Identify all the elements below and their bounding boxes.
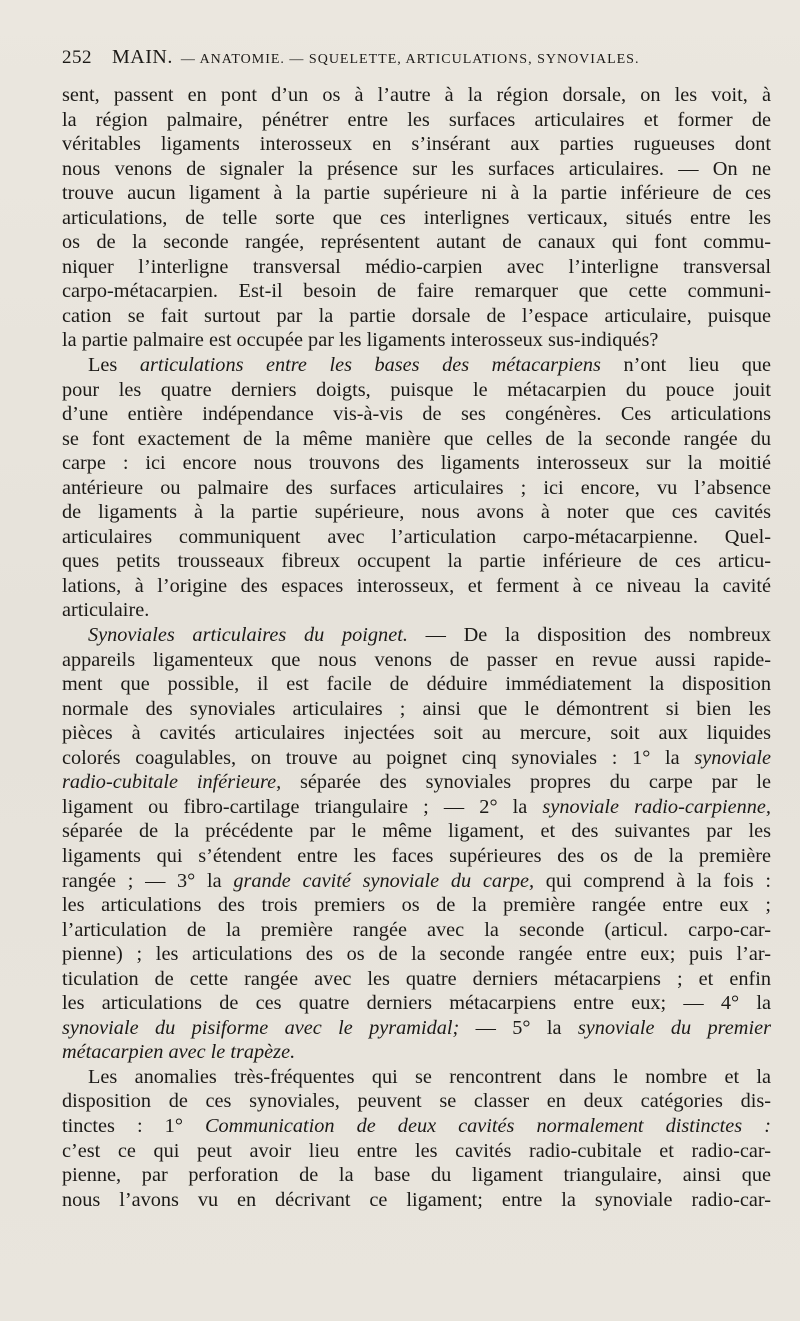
text-span: tinctes : 1° — [62, 1114, 205, 1137]
italic-text: Communication de deux cavités normalement distinctes : — [204, 1114, 771, 1137]
text-span: d’une entière indépendance vis-à-vis de ses congénères. Ces articulations — [62, 403, 771, 426]
text-span: niquer l’interligne transversal médio-carpien avec l’interligne transversal — [62, 255, 771, 278]
text-line — [62, 1114, 771, 1139]
text-line — [62, 402, 771, 427]
text-span: — 5° la — [459, 1016, 578, 1039]
text-line — [62, 279, 771, 304]
text-line — [62, 525, 771, 550]
running-head — [62, 46, 770, 69]
text-line — [62, 795, 771, 820]
text-span: lations, à l’origine des espaces interosseux, et ferment à ce niveau la cavité — [62, 574, 771, 597]
text-line — [62, 451, 771, 476]
text-span: la région palmaire, pénétrer entre les surfaces articulaires et former de — [62, 108, 771, 131]
text-line — [62, 108, 771, 133]
text-span: ment que possible, il est facile de déduire immédiatement la disposition — [62, 673, 771, 696]
italic-text: synoviale — [694, 746, 771, 769]
text-span: de ligaments à la partie supérieure, nous avons à noter que ces cavités — [62, 501, 771, 524]
text-span: ligaments qui s’étendent entre les faces supérieures des os de la première — [62, 844, 771, 867]
text-line — [62, 672, 771, 697]
text-span: Les — [88, 354, 140, 377]
text-line — [62, 1188, 771, 1213]
text-line — [62, 1163, 771, 1188]
text-span: pienne, par perforation de la base du ligament triangulaire, ainsi que — [62, 1164, 771, 1187]
text-span: n’ont lieu que — [600, 354, 771, 377]
text-span: nous l’avons vu en décrivant ce ligament; entre la synoviale radio-car- — [62, 1188, 771, 1211]
text-span: antérieure ou palmaire des surfaces articulaires ; ici encore, vu l’absence — [62, 476, 771, 499]
text-span: articulaires communiquent avec l’articulation carpo-métacarpienne. Quel- — [62, 525, 771, 548]
text-span: carpo-métacarpien. Est-il besoin de faire remarquer que cette communi- — [62, 280, 771, 303]
text-line — [62, 598, 771, 623]
text-span: sent, passent en pont d’un os à l’autre à la région dorsale, on les voit, à — [62, 84, 771, 106]
running-subtitle: — ANATOMIE. — SQUELETTE, ARTICULATIONS, SYNOVIALES. — [180, 52, 640, 67]
text-span: disposition de ces synoviales, peuvent se classer en deux catégories dis- — [62, 1090, 771, 1113]
text-line — [62, 574, 771, 599]
text-span: colorés coagulables, on trouve au poignet cinq synoviales : 1° la — [62, 746, 695, 769]
text-span: la partie palmaire est occupée par les ligaments interosseux sus-indiqués? — [62, 329, 659, 352]
text-span: ques petits trousseaux fibreux occupent la partie inférieure de ces articu- — [62, 550, 771, 573]
text-line — [62, 1139, 771, 1164]
text-span: les articulations des trois premiers os de la première rangée entre eux ; — [62, 894, 771, 917]
running-title: MAIN. — [112, 46, 173, 68]
text-span: qui comprend à la fois : — [534, 869, 771, 892]
text-line — [62, 230, 771, 255]
italic-text: métacarpien avec le trapèze. — [62, 1041, 296, 1064]
text-line — [62, 819, 771, 844]
text-span: séparée des synoviales propres du carpe par le — [281, 771, 771, 794]
text-span: séparée de la précédente par le même ligament, et des suivantes par les — [62, 820, 771, 843]
text-span: véritables ligaments interosseux en s’insérant aux parties rugueuses dont — [62, 133, 771, 156]
text-line — [62, 1089, 771, 1114]
text-line — [62, 623, 771, 648]
text-line — [62, 378, 771, 403]
text-line — [62, 157, 771, 182]
italic-text: synoviale radio-carpienne, — [542, 795, 771, 818]
text-line — [62, 942, 771, 967]
text-line — [62, 746, 771, 771]
text-span: carpe : ici encore nous trouvons des ligaments interosseux sur la moitié — [62, 452, 771, 475]
text-line — [62, 255, 771, 280]
text-line — [62, 328, 771, 353]
text-line — [62, 918, 771, 943]
text-line — [62, 83, 771, 108]
text-span: les articulations de ces quatre derniers métacarpiens entre eux; — 4° la — [62, 992, 771, 1015]
italic-text: grande cavité synoviale du carpe, — [233, 869, 535, 892]
text-span: normale des synoviales articulaires ; ainsi que le démontrent si bien les — [62, 697, 771, 720]
text-line — [62, 648, 771, 673]
italic-text: radio-cubitale inférieure, — [62, 771, 282, 794]
text-span: rangée ; — 3° la — [62, 869, 234, 892]
italic-text: synoviale du premier — [577, 1016, 771, 1039]
text-span: pour les quatre derniers doigts, puisque le métacarpien du pouce jouit — [62, 378, 771, 401]
text-line — [62, 893, 771, 918]
text-span: trouve aucun ligament à la partie supérieure ni à la partie inférieure de ces — [62, 182, 771, 205]
text-span: pièces à cavités articulaires injectées soit au mercure, soit aux liquides — [62, 722, 771, 745]
text-span: c’est ce qui peut avoir lieu entre les cavités radio-cubitale et radio-car- — [62, 1139, 771, 1162]
text-line — [62, 770, 771, 795]
text-line — [62, 1065, 771, 1090]
page-number: 252 — [62, 47, 92, 68]
text-line — [62, 991, 771, 1016]
text-line — [62, 869, 771, 894]
text-line — [62, 181, 771, 206]
text-line — [62, 353, 771, 378]
text-span: l’articulation de la première rangée avec la seconde (articul. carpo-car- — [62, 918, 771, 941]
text-line — [62, 844, 771, 869]
body-text — [62, 83, 771, 1212]
text-line — [62, 1040, 771, 1065]
text-line — [62, 500, 771, 525]
italic-text: synoviale du pisiforme avec le pyramidal; — [62, 1016, 460, 1039]
text-line — [62, 132, 771, 157]
text-line — [62, 697, 771, 722]
text-span: ticulation de cette rangée avec les quatre derniers métacarpiens ; et enfin — [62, 967, 771, 990]
text-line — [62, 721, 771, 746]
text-line — [62, 967, 771, 992]
text-span: articulaire. — [62, 599, 150, 622]
text-span: nous venons de signaler la présence sur les surfaces articulaires. — On ne — [62, 157, 771, 180]
text-line — [62, 1016, 771, 1041]
text-span: ligament ou fibro-cartilage triangulaire ; — 2° la — [62, 795, 543, 818]
text-span: Les anomalies très-fréquentes qui se rencontrent dans le nombre et la — [88, 1065, 771, 1088]
text-span: pienne) ; les articulations des os de la seconde rangée entre eux; puis l’ar- — [62, 943, 771, 966]
italic-text: Synoviales articulaires du poignet. — [88, 624, 408, 647]
text-line — [62, 476, 771, 501]
text-span: cation se fait surtout par la partie dorsale de l’espace articulaire, puisque — [62, 304, 771, 327]
text-span: se font exactement de la même manière que celles de la seconde rangée du — [62, 427, 771, 450]
text-span: articulations, de telle sorte que ces interlignes verticaux, situés entre les — [62, 206, 771, 229]
text-span: — De la disposition des nombreux — [407, 624, 771, 647]
text-line — [62, 304, 771, 329]
italic-text: articulations entre les bases des métacarpiens — [139, 354, 601, 377]
text-line — [62, 206, 771, 231]
text-span: os de la seconde rangée, représentent autant de canaux qui font commu- — [62, 231, 771, 254]
text-span: appareils ligamenteux que nous venons de passer en revue aussi rapide- — [62, 648, 771, 671]
text-line — [62, 427, 771, 452]
text-line — [62, 549, 771, 574]
